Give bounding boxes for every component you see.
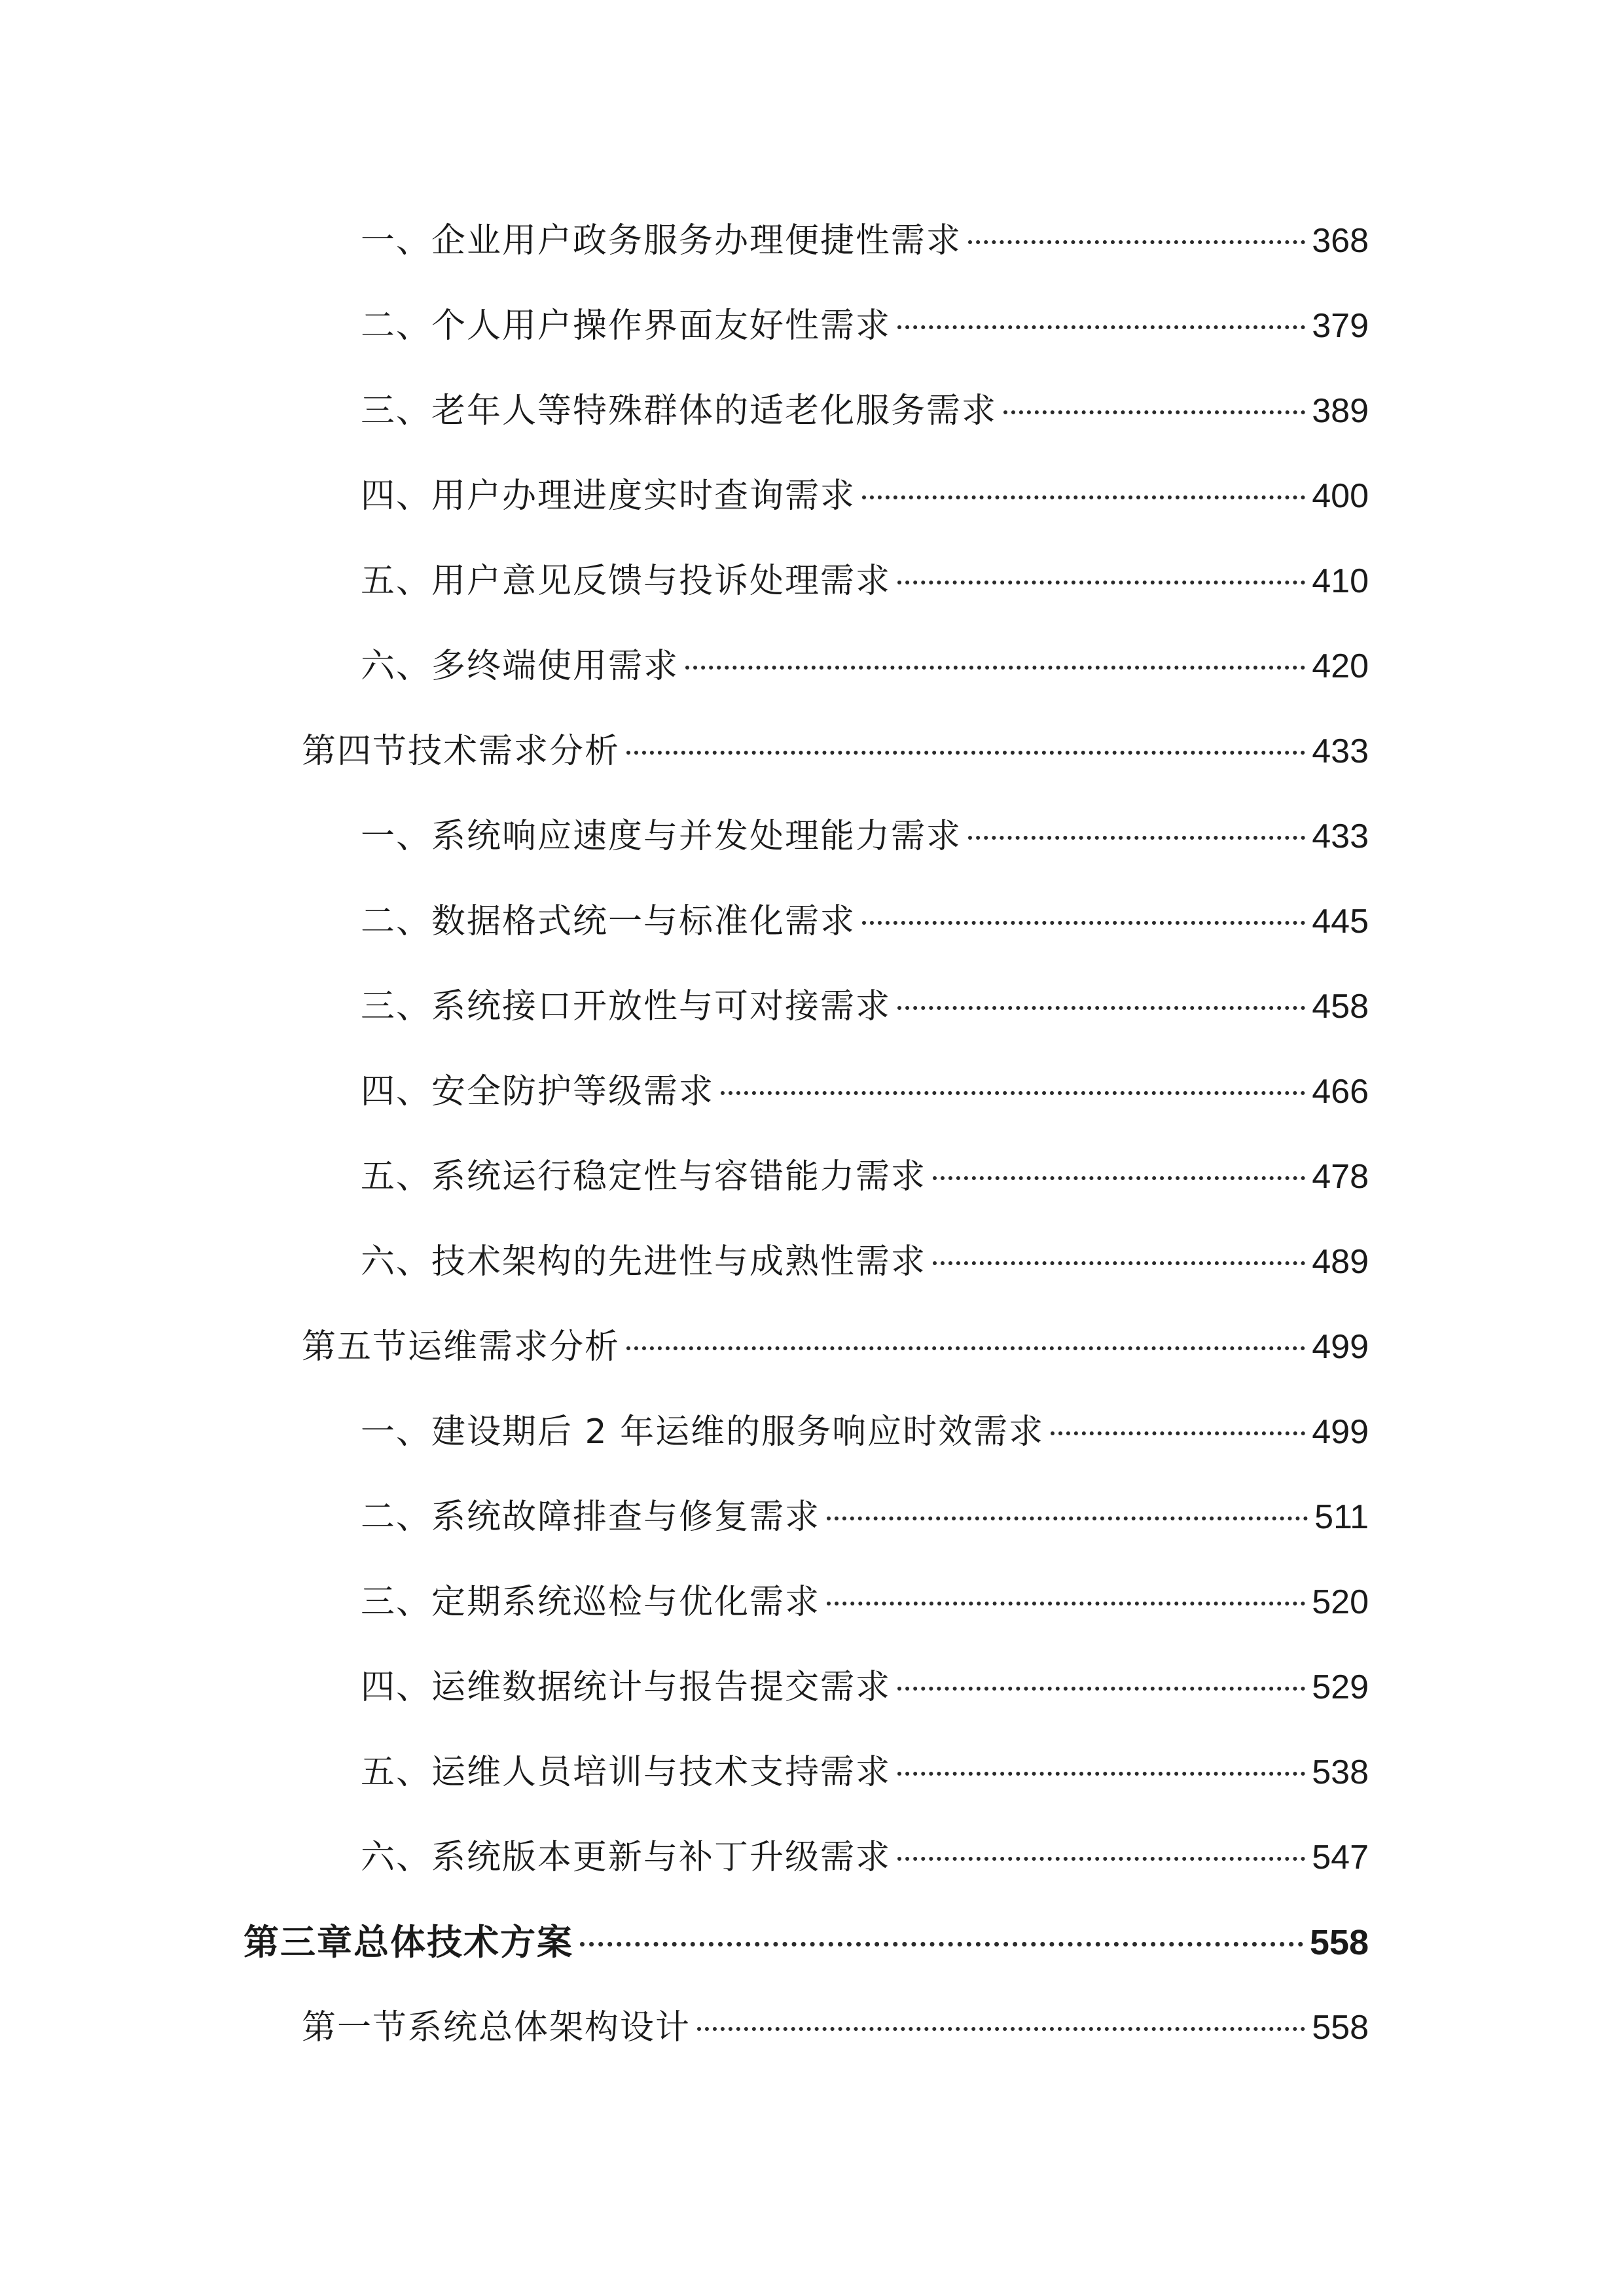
dot-leader <box>685 666 1305 670</box>
dot-leader <box>1003 410 1305 414</box>
toc-entry-page-number: 547 <box>1312 1839 1369 1876</box>
toc-entry-page-number: 400 <box>1312 477 1369 515</box>
toc-chapter-entry[interactable] <box>244 1916 1369 1969</box>
dot-leader <box>721 1091 1305 1095</box>
dot-leader <box>827 1602 1305 1605</box>
toc-entry-label: 一、系统响应速度与并发处理能力需求 <box>361 817 962 856</box>
toc-entry-label: 四、运维数据统计与报告提交需求 <box>361 1668 892 1707</box>
toc-entry[interactable] <box>361 1576 1369 1628</box>
toc-entry-label: 四、用户办理进度实时查询需求 <box>361 476 856 516</box>
toc-entry-page-number: 368 <box>1312 222 1369 260</box>
toc-entry[interactable] <box>361 1066 1369 1118</box>
toc-entry-page-number: 511 <box>1314 1498 1369 1536</box>
toc-entry[interactable] <box>361 1491 1369 1543</box>
toc-entry-page-number: 489 <box>1312 1243 1369 1281</box>
toc-entry[interactable] <box>361 385 1369 437</box>
toc-entry-page-number: 458 <box>1312 988 1369 1026</box>
toc-entry-label: 三、老年人等特殊群体的适老化服务需求 <box>361 391 998 431</box>
toc-entry[interactable] <box>361 215 1369 267</box>
toc-section-entry[interactable] <box>302 2001 1369 2054</box>
dot-leader <box>862 921 1305 925</box>
toc-entry-label: 三、系统接口开放性与可对接需求 <box>361 987 892 1026</box>
toc-entry-label: 二、系统故障排查与修复需求 <box>361 1498 821 1537</box>
toc-entry[interactable] <box>361 810 1369 863</box>
toc-entry-label: 第四节技术需求分析 <box>302 732 621 771</box>
dot-leader <box>626 751 1305 755</box>
dot-leader <box>897 1006 1305 1010</box>
toc-entry[interactable] <box>361 640 1369 692</box>
toc-entry-page-number: 466 <box>1312 1073 1369 1111</box>
dot-leader <box>897 325 1305 329</box>
toc-section-entry[interactable] <box>302 725 1369 778</box>
toc-entry-page-number: 433 <box>1312 732 1369 770</box>
dot-leader <box>933 1176 1305 1180</box>
dot-leader <box>580 1942 1303 1946</box>
dot-leader <box>897 1772 1305 1776</box>
dot-leader <box>968 836 1305 840</box>
toc-entry[interactable] <box>361 1236 1369 1288</box>
dot-leader <box>897 1857 1305 1861</box>
toc-entry-label: 一、建设期后 2 年运维的服务响应时效需求 <box>361 1412 1045 1452</box>
dot-leader <box>827 1516 1308 1520</box>
toc-entry-page-number: 538 <box>1312 1753 1369 1791</box>
toc-section-entry[interactable] <box>302 1321 1369 1373</box>
toc-entry-label: 三、定期系统巡检与优化需求 <box>361 1583 821 1622</box>
dot-leader <box>1051 1431 1305 1435</box>
toc-entry-page-number: 499 <box>1312 1328 1369 1366</box>
toc-entry[interactable] <box>361 555 1369 607</box>
toc-entry-page-number: 520 <box>1312 1583 1369 1621</box>
toc-entry-page-number: 499 <box>1312 1413 1369 1451</box>
toc-entry-page-number: 433 <box>1312 817 1369 855</box>
toc-entry-label: 五、系统运行稳定性与容错能力需求 <box>361 1157 927 1196</box>
toc-entry-label: 二、个人用户操作界面友好性需求 <box>361 306 892 346</box>
toc-entry[interactable] <box>361 1746 1369 1799</box>
toc-entry[interactable] <box>361 1406 1369 1458</box>
dot-leader <box>626 1346 1305 1350</box>
dot-leader <box>862 495 1305 499</box>
toc-entry-page-number: 379 <box>1312 307 1369 345</box>
toc-entry-label: 一、企业用户政务服务办理便捷性需求 <box>361 221 962 260</box>
dot-leader <box>697 2027 1305 2031</box>
toc-entry[interactable] <box>361 895 1369 948</box>
toc-entry-label: 第五节运维需求分析 <box>302 1327 621 1367</box>
toc-entry-label: 四、安全防护等级需求 <box>361 1072 715 1111</box>
toc-entry-page-number: 410 <box>1312 562 1369 600</box>
toc-entry[interactable] <box>361 1151 1369 1203</box>
toc-entry-page-number: 445 <box>1312 903 1369 941</box>
toc-entry-label: 五、用户意见反馈与投诉处理需求 <box>361 562 892 601</box>
toc-entry[interactable] <box>361 470 1369 522</box>
toc-entry-label: 五、运维人员培训与技术支持需求 <box>361 1753 892 1792</box>
toc-entry-page-number: 558 <box>1312 2009 1369 2047</box>
toc-entry-label: 二、数据格式统一与标准化需求 <box>361 902 856 941</box>
toc-entry-label: 六、多终端使用需求 <box>361 647 679 686</box>
toc-entry[interactable] <box>361 1831 1369 1884</box>
dot-leader <box>897 581 1305 584</box>
dot-leader <box>897 1687 1305 1691</box>
toc-entry-page-number: 529 <box>1312 1668 1369 1706</box>
toc-entry-page-number: 558 <box>1309 1923 1369 1962</box>
dot-leader <box>968 240 1305 244</box>
dot-leader <box>933 1261 1305 1265</box>
toc-entry-page-number: 389 <box>1312 392 1369 430</box>
toc-entry-label: 六、技术架构的先进性与成熟性需求 <box>361 1242 927 1282</box>
toc-entry-page-number: 420 <box>1312 647 1369 685</box>
toc-entry-label: 第三章总体技术方案 <box>244 1922 573 1963</box>
toc-entry[interactable] <box>361 980 1369 1033</box>
toc-entry-page-number: 478 <box>1312 1158 1369 1196</box>
toc-entry-label: 六、系统版本更新与补丁升级需求 <box>361 1838 892 1877</box>
toc-entry-label: 第一节系统总体架构设计 <box>302 2008 691 2047</box>
toc-entry[interactable] <box>361 300 1369 352</box>
toc-entry[interactable] <box>361 1661 1369 1713</box>
